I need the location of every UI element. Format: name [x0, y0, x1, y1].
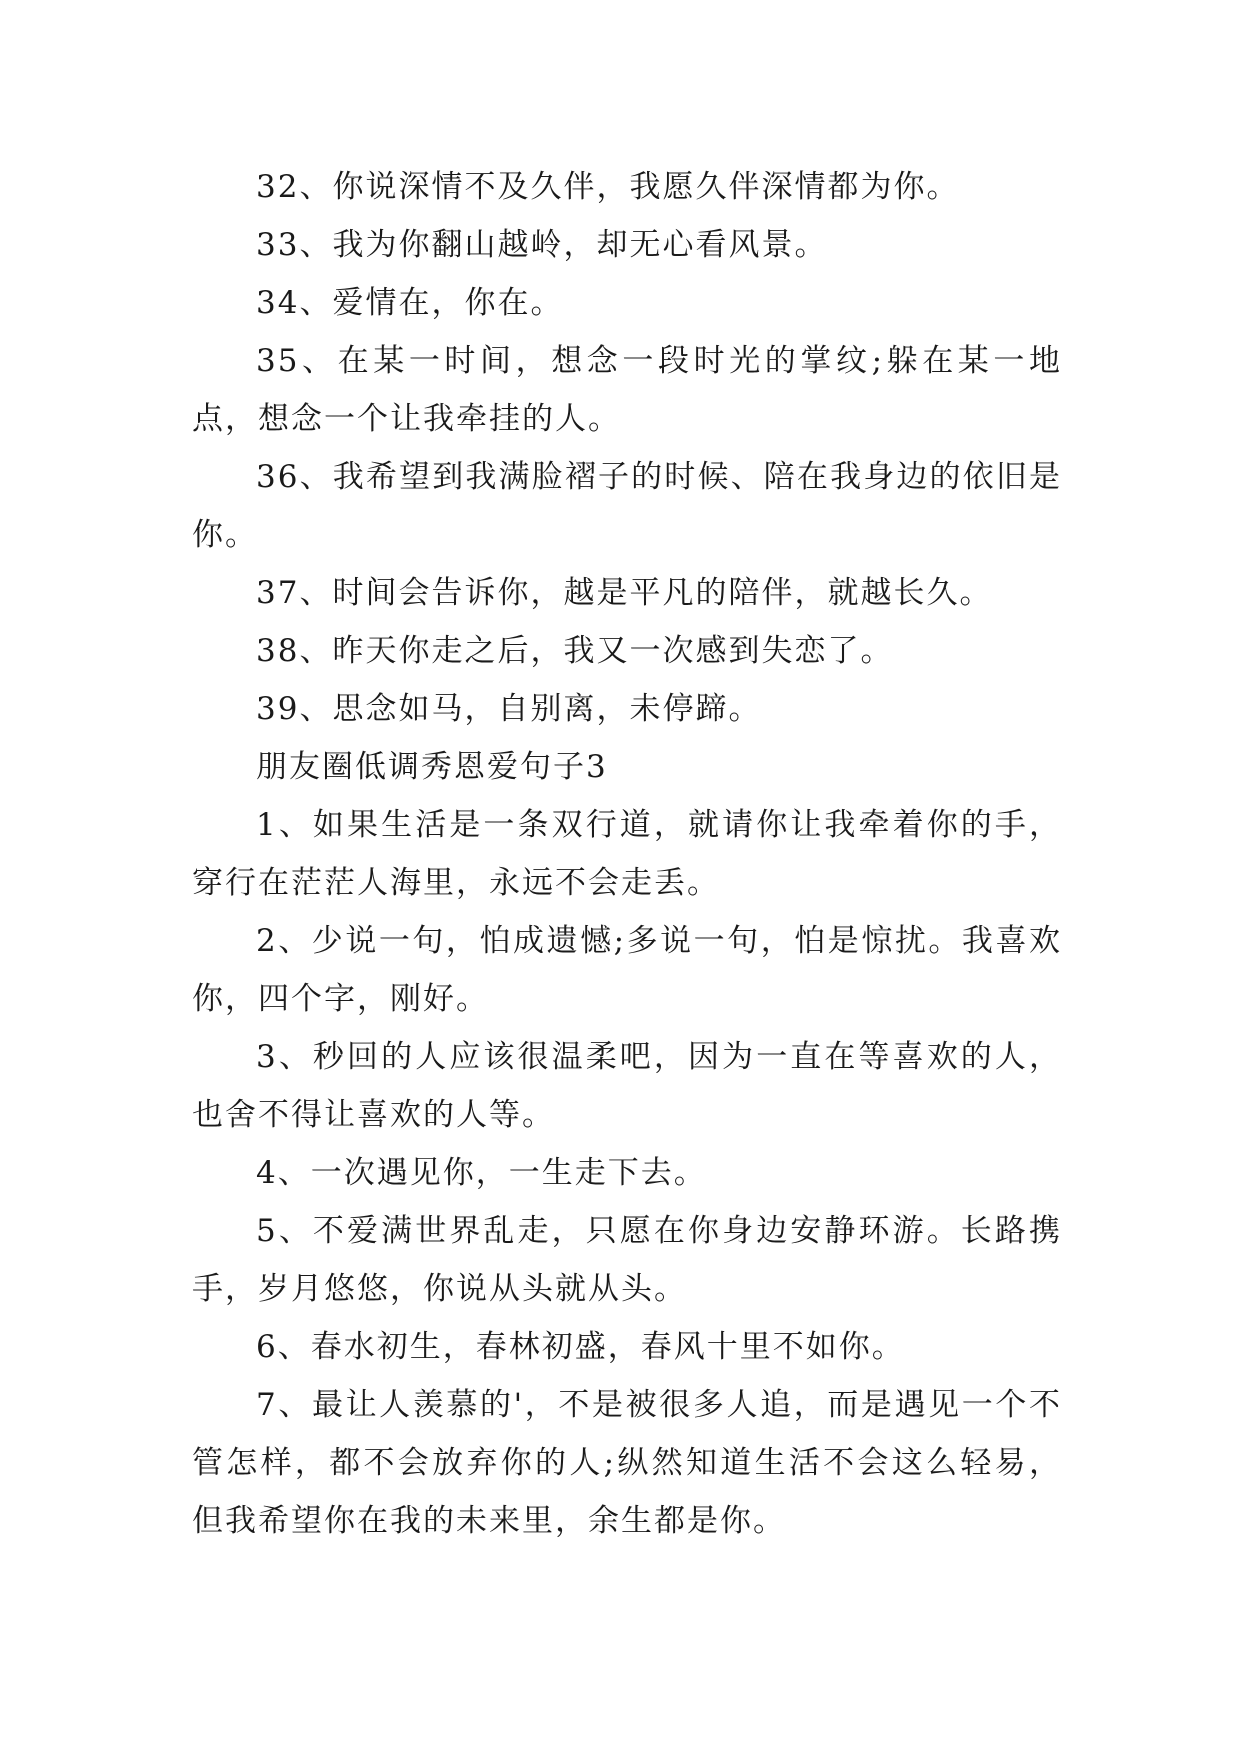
paragraph-38: 38、昨天你走之后，我又一次感到失恋了。	[256, 633, 894, 669]
paragraph-4: 4、一次遇见你，一生走下去。	[256, 1155, 707, 1191]
paragraph-35: 35、在某一时间，想念一段时光的掌纹;躲在某一地点，想念一个让我牵挂的人。	[192, 343, 1062, 437]
section-heading: 朋友圈低调秀恩爱句子3	[256, 749, 608, 785]
document-body	[192, 158, 1062, 1550]
paragraph-32: 32、你说深情不及久伴，我愿久伴深情都为你。	[256, 169, 960, 205]
paragraph-3: 3、秒回的人应该很温柔吧，因为一直在等喜欢的人，也舍不得让喜欢的人等。	[192, 1039, 1062, 1133]
paragraph-36: 36、我希望到我满脸褶子的时候、陪在我身边的依旧是你。	[192, 459, 1062, 553]
paragraph-33: 33、我为你翻山越岭，却无心看风景。	[256, 227, 828, 263]
paragraph-37: 37、时间会告诉你，越是平凡的陪伴，就越长久。	[256, 575, 993, 611]
paragraph-2: 2、少说一句，怕成遗憾;多说一句，怕是惊扰。我喜欢你，四个字，刚好。	[192, 923, 1062, 1017]
paragraph-34: 34、爱情在，你在。	[256, 285, 564, 321]
paragraph-1: 1、如果生活是一条双行道，就请你让我牵着你的手，穿行在茫茫人海里，永远不会走丢。	[192, 807, 1062, 901]
paragraph-5: 5、不爱满世界乱走，只愿在你身边安静环游。长路携手，岁月悠悠，你说从头就从头。	[192, 1213, 1062, 1307]
paragraph-7: 7、最让人羡慕的'，不是被很多人追，而是遇见一个不管怎样，都不会放弃你的人;纵然知道生活不会这么轻易，但我希望你在我的未来里，余生都是你。	[192, 1387, 1062, 1539]
paragraph-6: 6、春水初生，春林初盛，春风十里不如你。	[256, 1329, 905, 1365]
paragraph-39: 39、思念如马，自别离，未停蹄。	[256, 691, 762, 727]
